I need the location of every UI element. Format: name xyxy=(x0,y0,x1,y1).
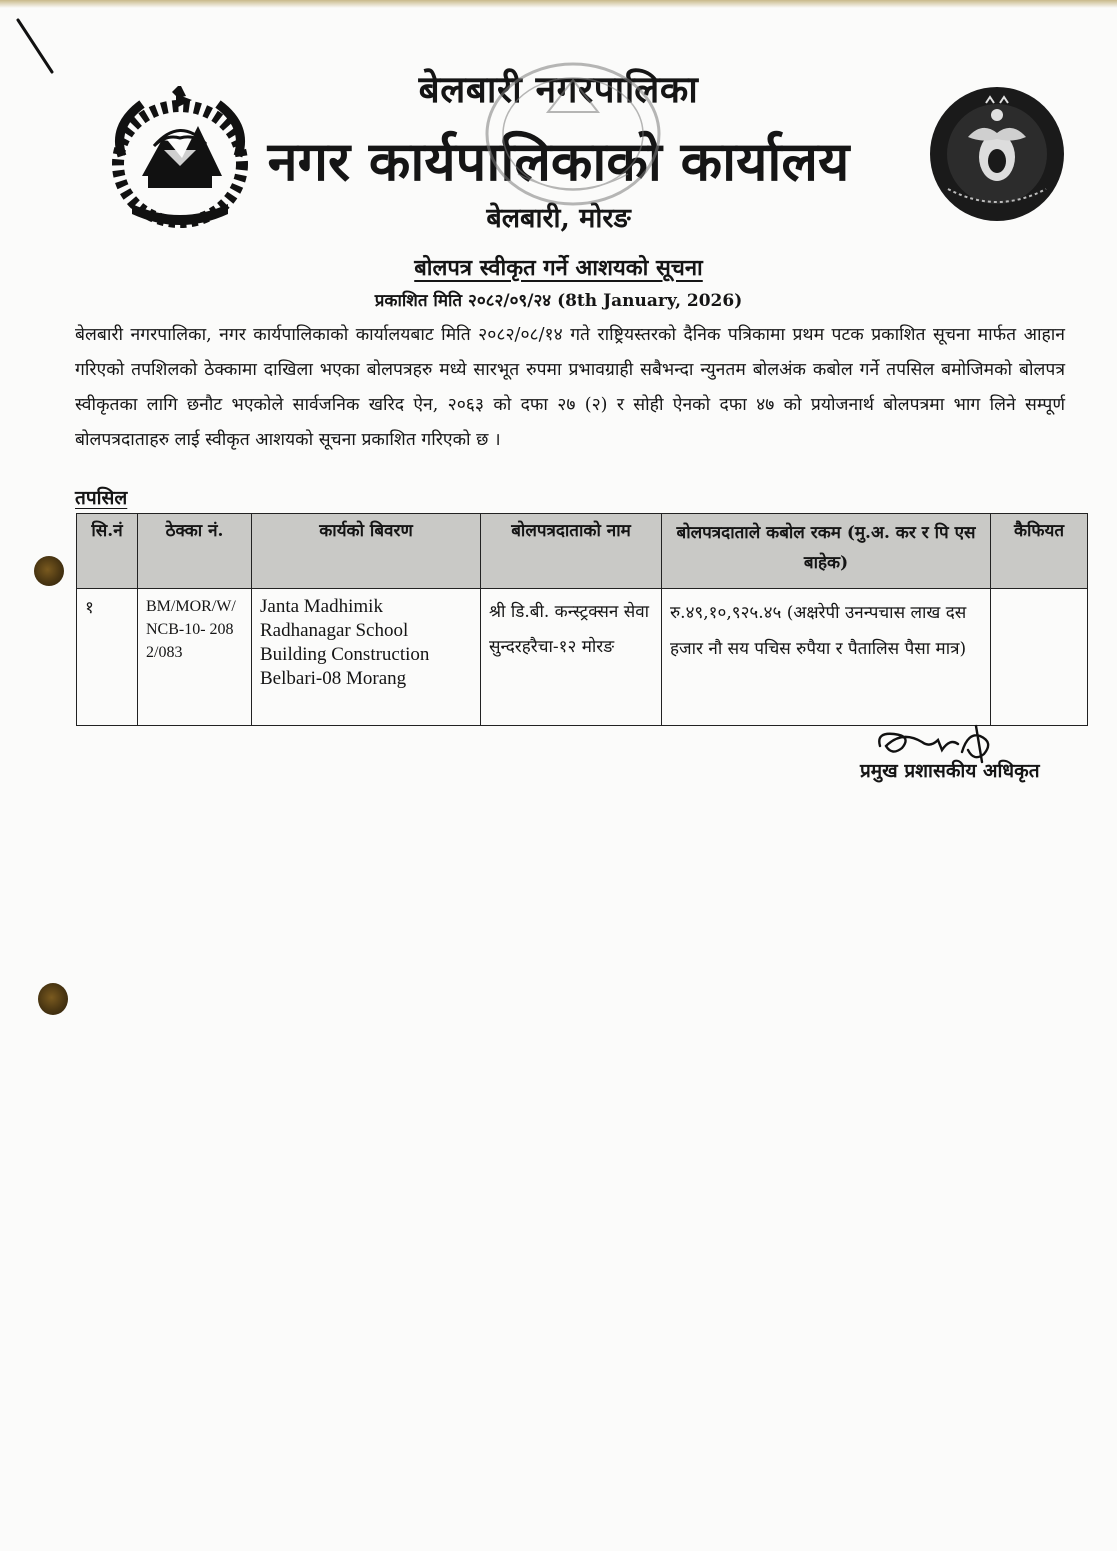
cell-contract-no: BM/MOR/W/ NCB-10- 2082/083 xyxy=(138,589,252,726)
punch-hole xyxy=(34,556,64,586)
cell-amount: रु.४९,१०,९२५.४५ (अक्षरेपी उनन्पचास लाख दस हजार नौ सय पचिस रुपैया र पैतालिस पैसा मात्र) xyxy=(662,589,991,726)
cell-sn: १ xyxy=(77,589,138,726)
cell-description: Janta Madhimik Radhanagar School Building Construction Belbari-08 Morang xyxy=(252,589,481,726)
col-description: कार्यको बिवरण xyxy=(252,514,481,589)
punch-hole xyxy=(38,983,68,1015)
col-contract-no: ठेक्का नं. xyxy=(138,514,252,589)
published-date-english: (8th January, 2026) xyxy=(557,291,743,311)
schedule-label: तपसिल xyxy=(75,487,128,509)
table-header-row xyxy=(77,514,1088,589)
office-seal-stamp xyxy=(478,54,668,226)
office-name: नगर कार्यपालिकाको कार्यालय xyxy=(267,129,850,193)
cell-remarks xyxy=(991,589,1088,726)
bid-table xyxy=(76,513,1088,726)
col-bidder: बोलपत्रदाताको नाम xyxy=(481,514,662,589)
paper-edge xyxy=(0,0,1117,8)
col-sn: सि.नं xyxy=(77,514,138,589)
col-remarks: कैफियत xyxy=(991,514,1088,589)
notice-title: बोलपत्र स्वीकृत गर्ने आशयको सूचना xyxy=(414,255,703,281)
col-amount: बोलपत्रदाताले कबोल रकम (मु.अ. कर र पि एस बाहेक) xyxy=(662,514,991,589)
published-date: प्रकाशित मिति २०८२/०९/२४ (8th January, 2026) xyxy=(374,291,743,311)
municipality-name: बेलबारी नगरपालिका xyxy=(418,67,699,111)
cell-bidder: श्री डि.बी. कन्स्ट्रक्सन सेवा सुन्दरहरैचा-१२ मोरङ xyxy=(481,589,662,726)
table-row xyxy=(77,589,1088,726)
notice-body: बेलबारी नगरपालिका, नगर कार्यपालिकाको कार्यालयबाट मिति २०८२/०८/१४ गते राष्ट्रियस्तरको दैनिक पत्रिकामा प्रथम पटक प्रकाशित सूचना मार्फत आहान गरिएको तपशिलको ठेक्कामा दाखिला भएका बोलपत्रहरु मध्ये सारभूत रुपमा प्रभावग्राही सबैभन्दा न्युनतम बोलअंक कबोल गर्ने तपसिल बमोजिमको बोलपत्र स्वीकृतका लागि छनौट भएकोले सार्वजनिक खरिद ऐन, २०६३ को दफा २७ (२) र सोही ऐनको दफा ४७ को प्रयोजनार्थ बोलपत्रमा भाग लिने सम्पूर्ण बोलपत्रदाताहरु लाई स्वीकृत आशयको सूचना प्रकाशित गरिएको छ । xyxy=(75,325,1065,450)
signatory-title: प्रमुख प्रशासकीय अधिकृत xyxy=(860,760,1040,782)
office-address: बेलबारी, मोरङ xyxy=(486,203,631,234)
